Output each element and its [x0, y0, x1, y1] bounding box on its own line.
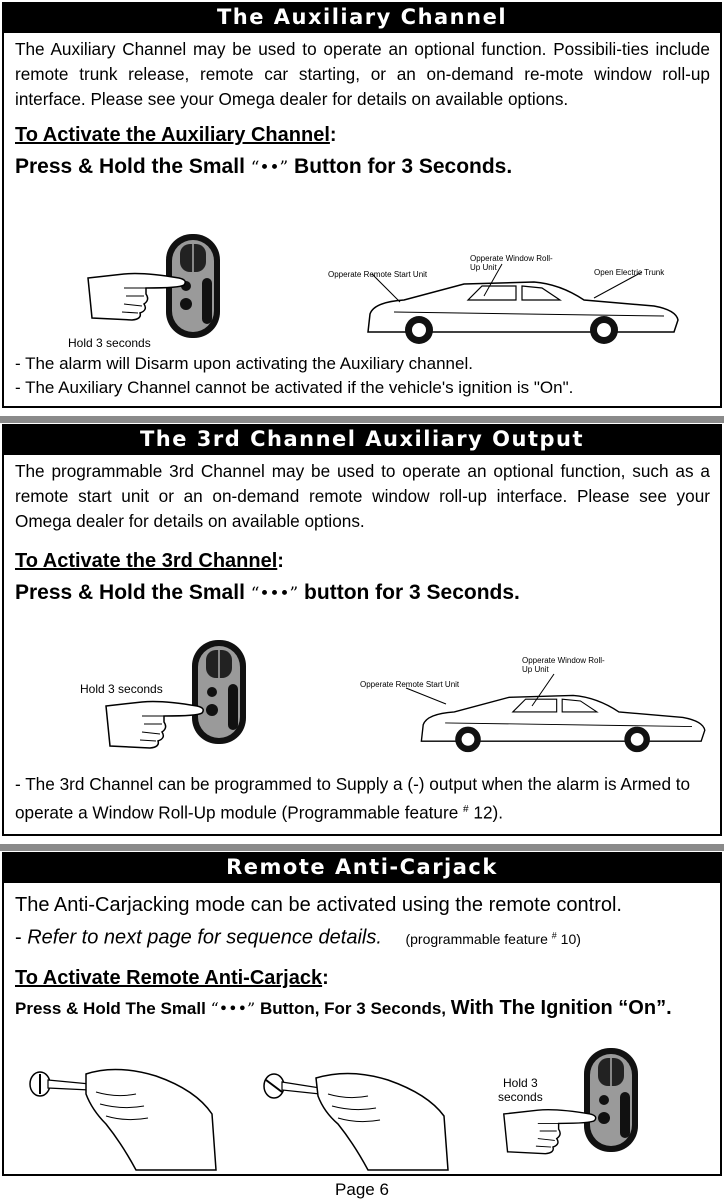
anti-carjack-section	[2, 852, 722, 1176]
press-instruction: Press & Hold The Small “•••” Button, For 3 Seconds, With The Ignition “On”.	[15, 996, 672, 1019]
pointing-hand-icon	[84, 266, 194, 326]
activate-heading: To Activate the 3rd Channel:	[15, 550, 284, 572]
third-channel-section	[2, 424, 722, 836]
auxiliary-channel-section	[2, 2, 722, 408]
note-ignition: - The Auxiliary Channel cannot be activated if the vehicle's ignition is "On".	[15, 378, 574, 397]
section-title: Remote Anti-Carjack	[2, 852, 722, 883]
notes	[15, 352, 573, 400]
pointing-hand-icon	[500, 1102, 604, 1160]
section-body: The Auxiliary Channel may be used to operate an optional function. Possibili-ties include remote trunk release, remote car starting, or an on-demand re-mote window roll-up interface. Please see your Omega dealer for details on available options.	[15, 39, 710, 109]
divider	[0, 844, 724, 851]
press-instruction: Press & Hold the Small “•••” button for 3 Seconds.	[15, 581, 520, 604]
divider	[0, 416, 724, 423]
ignition-key-hand-icon	[260, 1066, 460, 1170]
note-3rd-channel: - The 3rd Channel can be programmed to Supply a (-) output when the alarm is Armed to operate a Window Roll-Up module (Programmable feature # 12).	[15, 774, 691, 823]
window-rollup-label: Opperate Window Roll-Up Unit	[470, 254, 553, 272]
page-number: Page 6	[335, 1180, 389, 1199]
hold-label: Hold 3 seconds	[68, 336, 151, 350]
hold-label: Hold 3 seconds	[80, 682, 163, 696]
ignition-key-hand-icon	[26, 1064, 226, 1170]
section-title: The 3rd Channel Auxiliary Output	[2, 424, 722, 455]
section-body: The programmable 3rd Channel may be used to operate an optional function, such as a remote start unit or an on-demand remote window roll-up interface. Please see your Omega dealer for details on available options.	[15, 461, 710, 531]
note-disarm: - The alarm will Disarm upon activating the Auxiliary channel.	[15, 354, 473, 373]
pointing-hand-icon	[102, 694, 212, 750]
refer-line: - Refer to next page for sequence details. (programmable feature # 10)	[15, 926, 581, 949]
section-title: The Auxiliary Channel	[2, 2, 722, 33]
remote-start-label: Opperate Remote Start Unit	[360, 680, 460, 689]
activate-heading: To Activate Remote Anti-Carjack:	[15, 966, 329, 989]
remote-start-label: Opperate Remote Start Unit	[328, 270, 428, 279]
window-rollup-label: Opperate Window Roll-Up Unit	[522, 656, 605, 674]
section-body: The Anti-Carjacking mode can be activated using the remote control.	[15, 894, 622, 916]
activate-heading: To Activate the Auxiliary Channel:	[15, 124, 337, 146]
hold-label: Hold 3 seconds	[498, 1076, 543, 1104]
trunk-label: Open Electric Trunk	[594, 268, 665, 277]
press-instruction: Press & Hold the Small “••” Button for 3 Seconds.	[15, 155, 513, 178]
